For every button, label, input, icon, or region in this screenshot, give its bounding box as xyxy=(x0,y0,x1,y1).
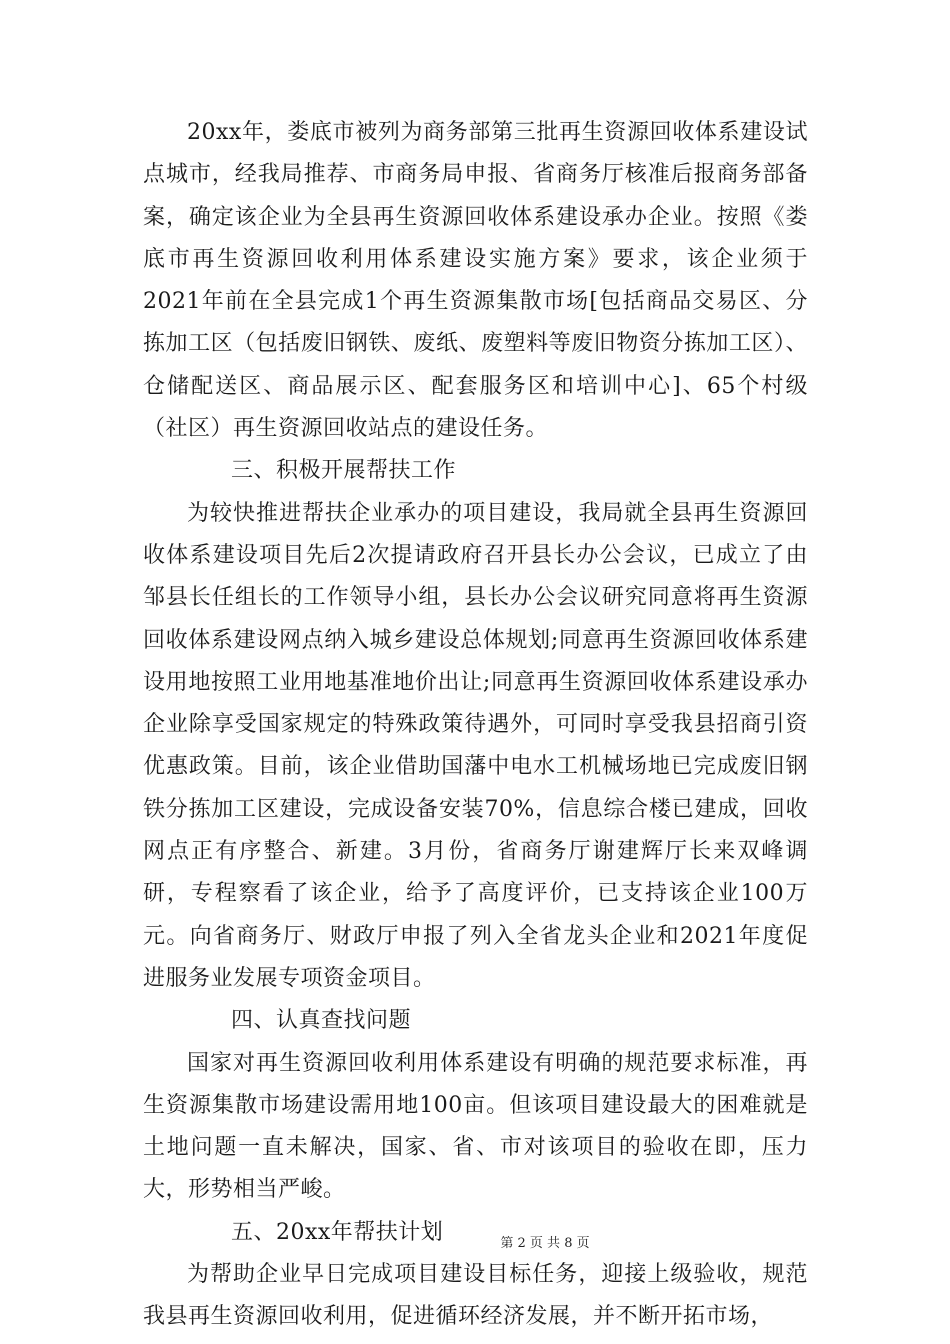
paragraph-problems: 国家对再生资源回收利用体系建设有明确的规范要求标准，再生资源集散市场建设需用地100亩。但该项目建设最大的困难就是土地问题一直未解决，国家、省、市对该项目的验收在即，压力大，形势相当严峻。 xyxy=(143,1050,808,1203)
section-heading-3: 三、积极开展帮扶工作 xyxy=(231,458,457,484)
section-heading-5: 五、20xx年帮扶计划 xyxy=(231,1219,444,1245)
document-body xyxy=(143,112,808,1339)
paragraph-plan: 为帮助企业早日完成项目建设目标任务，迎接上级验收，规范我县再生资源回收利用，促进循环经济发展，并不断开拓市场， xyxy=(143,1262,808,1330)
paragraph-pilot-city: 20xx年，娄底市被列为商务部第三批再生资源回收体系建设试点城市，经我局推荐、市商务局申报、省商务厅核准后报商务部备案，确定该企业为全县再生资源回收体系建设承办企业。按照《娄底市再生资源回收利用体系建设实施方案》要求，该企业须于2021年前在全县完成1个再生资源集散市场[包括商品交易区、分拣加工区（包括废旧钢铁、废纸、废塑料等废旧物资分拣加工区）、仓储配送区、商品展示区、配套服务区和培训中心]、65个村级（社区）再生资源回收站点的建设任务。 xyxy=(143,120,808,442)
paragraph-support-work: 为较快推进帮扶企业承办的项目建设，我局就全县再生资源回收体系建设项目先后2次提请政府召开县长办公会议，已成立了由邹县长任组长的工作领导小组，县长办公会议研究同意将再生资源回收体系建设网点纳入城乡建设总体规划;同意再生资源回收体系建设用地按照工业用地基准地价出让;同意再生资源回收体系建设承办企业除享受国家规定的特殊政策待遇外，可同时享受我县招商引资优惠政策。目前，该企业借助国藩中电水工机械场地已完成废旧钢铁分拣加工区建设，完成设备安装70%，信息综合楼已建成，回收网点正有序整合、新建。3月份，省商务厅谢建辉厅长来双峰调研，专程察看了该企业，给予了高度评价，已支持该企业100万元。向省商务厅、财政厅申报了列入全省龙头企业和2021年度促进服务业发展专项资金项目。 xyxy=(143,500,808,991)
section-heading-4: 四、认真查找问题 xyxy=(231,1008,412,1034)
page-number-footer: 第 2 页 共 8 页 xyxy=(500,1236,590,1251)
